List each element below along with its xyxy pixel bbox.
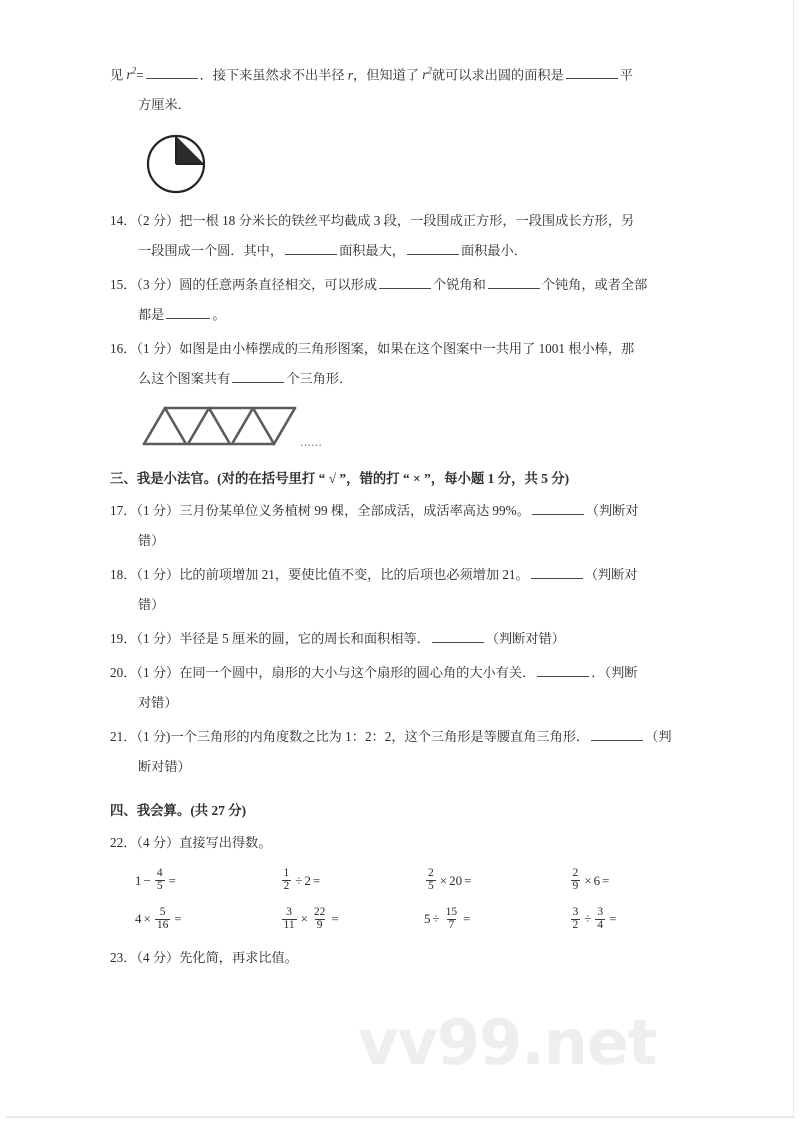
- circle-sector-figure: [140, 130, 230, 200]
- fraction-denominator: 2: [572, 918, 579, 931]
- operator: ÷: [432, 911, 440, 927]
- question-15: [110, 270, 690, 330]
- operator: −: [143, 872, 151, 888]
- q17-line1: 17．（1 分）三月份某单位义务植树 99 棵，全部成活，成活率高达 99%。 （判断对: [110, 503, 639, 519]
- fraction: [571, 907, 581, 931]
- fraction-numerator: 5: [159, 905, 166, 918]
- section-three-heading: 三、我是小法官。(对的在括号里打 “ √ ”，错的打 “ × ”，每小题 1 分，共 5 分): [110, 471, 570, 487]
- fraction-numerator: 3: [597, 905, 604, 918]
- q13-line2: 方厘米．: [138, 97, 191, 113]
- answer-blank[interactable]: [531, 565, 583, 579]
- q18-line1: 18．（1 分）比的前项增加 21，要使比值不变，比的后项也必须增加 21。 （判断对: [110, 567, 638, 583]
- q13-prefix: 见: [110, 67, 124, 83]
- question-22: [110, 828, 690, 858]
- arithmetic-expression: [116, 907, 261, 931]
- fraction-numerator: 3: [286, 905, 292, 918]
- operator: ×: [300, 911, 308, 927]
- operand: 20: [449, 872, 463, 888]
- fraction-numerator: 3: [572, 905, 579, 918]
- q20-score: （1 分）: [136, 665, 180, 681]
- section-four-heading: 四、我会算。(共 27 分): [110, 803, 247, 819]
- arithmetic-expression: [550, 868, 695, 892]
- q21-line1: 21．（1 分)一个三角形的内角度数之比为 1：2：2，这个三角形是等腰直角三角形． （判: [110, 729, 672, 745]
- q14-line2: 一段围成一个圆．其中， 面积最大， 面积最小．: [138, 243, 527, 259]
- fraction-denominator: 16: [156, 918, 169, 931]
- answer-blank[interactable]: [166, 305, 210, 319]
- fraction: [426, 868, 436, 892]
- q13-tail: 就可以求出圆的面积是: [431, 67, 564, 83]
- q15-line1: 15．（3 分）圆的任意两条直径相交，可以形成 个锐角和 个钝角，或者全部: [110, 277, 648, 293]
- fraction-denominator: 5: [428, 880, 434, 893]
- fraction: [571, 868, 581, 892]
- q17-line2: 错）: [138, 533, 165, 549]
- q21-line2: 断对错）: [138, 759, 191, 775]
- q13-r2-symbol: $r^2$: [422, 66, 432, 83]
- q19-number: 19．: [110, 631, 137, 647]
- equals-sign: =: [463, 911, 471, 927]
- operand: 6: [593, 872, 601, 888]
- operand-lead: 1: [135, 872, 142, 888]
- fraction-numerator: 22: [313, 905, 326, 918]
- operator: ×: [439, 872, 448, 888]
- fraction: [155, 868, 165, 892]
- fraction-numerator: 2: [428, 867, 434, 880]
- answer-blank[interactable]: [591, 727, 643, 741]
- operator: ×: [584, 872, 592, 888]
- arithmetic-expression: [550, 907, 695, 931]
- q14-text: 把一根 18 分米长的铁丝平均截成 3 段，一段围成正方形，一段围成长方形，另: [179, 213, 635, 229]
- q21-number: 21．: [110, 729, 137, 745]
- q13-line1: [110, 56, 690, 90]
- question-23: [110, 943, 690, 973]
- q17-number: 17．: [110, 503, 137, 519]
- fraction-denominator: 4: [597, 918, 604, 931]
- fraction-denominator: 11: [283, 918, 295, 931]
- operator: ÷: [584, 911, 592, 927]
- equals-sign: =: [464, 872, 472, 888]
- q14-number: 14．: [110, 213, 137, 229]
- question-16: [110, 334, 690, 394]
- fraction-denominator: 9: [316, 918, 323, 931]
- q13-unit-first: 平: [619, 67, 633, 83]
- arithmetic-expression: [261, 868, 406, 892]
- fraction: [155, 907, 171, 931]
- equals-sign: =: [174, 911, 182, 927]
- q14-line1: [110, 206, 690, 236]
- page-content: [110, 56, 690, 977]
- fraction-denominator: 2: [283, 880, 290, 893]
- q13-var-r: r: [347, 67, 354, 83]
- answer-blank[interactable]: [232, 369, 284, 383]
- equals-sign: =: [602, 872, 610, 888]
- answer-blank[interactable]: [488, 275, 540, 289]
- operand-lead: 5: [424, 911, 431, 927]
- q20-line1: 20．（1 分）在同一个圆中，扇形的大小与这个扇形的圆心角的大小有关． ．（判断: [110, 665, 638, 681]
- fraction: [312, 907, 328, 931]
- q20-line2: 对错）: [138, 695, 178, 711]
- q23-line1: 23．（4 分）先化简，再求比值。: [110, 950, 298, 966]
- q15-line2: 都是 。: [138, 307, 226, 323]
- fraction: [282, 907, 297, 931]
- fraction-denominator: 9: [572, 880, 579, 893]
- question-20: [110, 658, 690, 718]
- site-watermark: vv99.net: [358, 1006, 657, 1079]
- q13-r-symbol: $r^2$: [126, 66, 137, 83]
- q19-line1: 19．（1 分）半径是 5 厘米的圆，它的周长和面积相等． （判断对错）: [110, 631, 565, 647]
- q17-score: （1 分）: [136, 503, 180, 519]
- q16-number: 16．: [110, 341, 137, 357]
- question-21: [110, 722, 690, 782]
- arithmetic-expression: [405, 907, 550, 931]
- q15-score: （3 分）: [136, 277, 180, 293]
- fraction-denominator: 5: [156, 880, 163, 893]
- operator: ÷: [295, 872, 303, 888]
- answer-blank[interactable]: [379, 275, 431, 289]
- circle-with-shaded-quarter-sector: [140, 130, 230, 200]
- fraction-numerator: 2: [572, 867, 579, 880]
- answer-blank[interactable]: [146, 65, 198, 79]
- answer-blank[interactable]: [285, 241, 337, 255]
- arithmetic-expression: [405, 868, 550, 892]
- fraction: [595, 907, 605, 931]
- ellipsis-dots: ……: [300, 436, 322, 450]
- q19-score: （1 分）: [136, 631, 180, 647]
- q22-score: （4 分）: [136, 835, 180, 851]
- stick-triangle-pattern: [140, 402, 440, 450]
- answer-blank[interactable]: [407, 241, 459, 255]
- q13-equals: =: [136, 67, 144, 83]
- question-13-continuation: [110, 56, 690, 120]
- equals-sign: =: [331, 911, 339, 927]
- q21-score: （1 分): [136, 729, 171, 745]
- q22-line1: 22．（4 分）直接写出得数。: [110, 835, 272, 851]
- equals-sign: =: [312, 872, 321, 888]
- document-page: [6, 0, 794, 1118]
- q13-comma: ，但知道了: [353, 67, 419, 83]
- answer-blank[interactable]: [566, 65, 618, 79]
- arithmetic-grid: [116, 868, 694, 931]
- q14-score: （2 分）: [136, 213, 180, 229]
- q18-line2: 错）: [138, 597, 165, 613]
- q22-number: 22．: [110, 835, 137, 851]
- triangle-strip-figure: [140, 402, 440, 450]
- q13-middle: ．接下来虽然求不出半径: [199, 67, 345, 83]
- fraction-numerator: 1: [283, 867, 290, 880]
- fraction: [282, 868, 292, 892]
- q16-line1: 16．（1 分）如图是由小棒摆成的三角形图案，如果在这个图案中一共用了 1001 根小棒，那: [110, 341, 635, 357]
- question-18: [110, 560, 690, 620]
- arithmetic-expression: [261, 907, 406, 931]
- fraction-numerator: 15: [445, 905, 458, 918]
- q18-number: 18．: [110, 567, 137, 583]
- fraction: [444, 907, 460, 931]
- operand: 2: [304, 872, 311, 888]
- q23-score: （4 分）: [136, 950, 180, 966]
- q15-number: 15．: [110, 277, 137, 293]
- fraction-numerator: 4: [156, 867, 163, 880]
- answer-blank[interactable]: [537, 663, 589, 677]
- arithmetic-expression: [116, 868, 261, 892]
- q20-number: 20．: [110, 665, 137, 681]
- answer-blank[interactable]: [432, 629, 484, 643]
- q16-score: （1 分）: [136, 341, 180, 357]
- question-17: [110, 496, 690, 556]
- question-14: [110, 206, 690, 266]
- question-19: [110, 624, 690, 654]
- equals-sign: =: [168, 872, 176, 888]
- q16-line2: 么这个图案共有 个三角形．: [138, 371, 353, 387]
- q23-number: 23．: [110, 950, 137, 966]
- q18-score: （1 分）: [136, 567, 180, 583]
- answer-blank[interactable]: [532, 501, 584, 515]
- equals-sign: =: [609, 911, 617, 927]
- fraction-denominator: 7: [448, 918, 455, 931]
- operator: ×: [143, 911, 151, 927]
- operand-lead: 4: [135, 911, 142, 927]
